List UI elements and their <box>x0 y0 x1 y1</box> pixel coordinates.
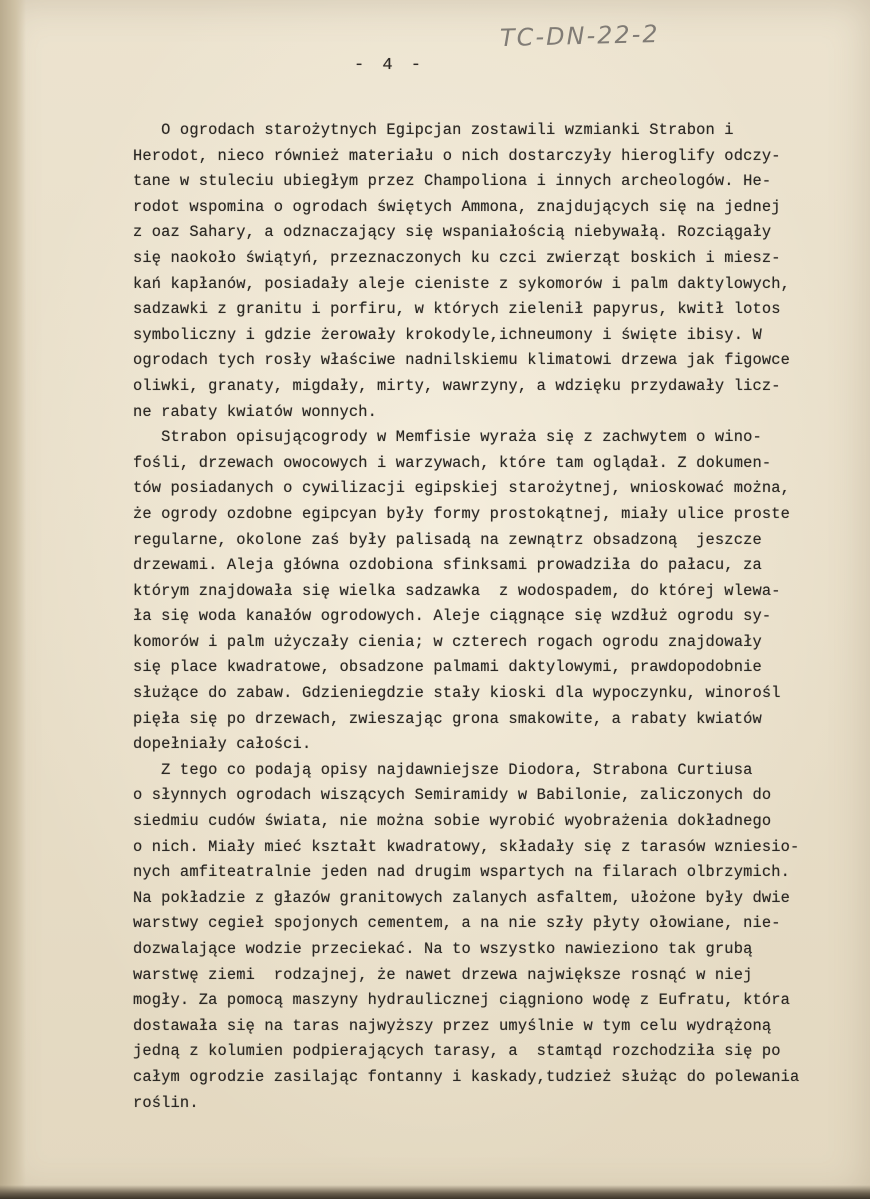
text-line: całym ogrodzie zasilając fontanny i kaskady,tudzież służąc do polewania <box>133 1067 800 1086</box>
text-line: się place kwadratowe, obsadzone palmami daktylowymi, prawdopodobnie <box>133 658 762 677</box>
handwritten-reference-mark: TC-DN-22-2 <box>499 19 660 53</box>
text-line: pięła się po drzewach, zwieszając grona smakowite, a rabaty kwiatów <box>133 709 762 728</box>
text-line: Strabon opisującogrody w Memfisie wyraża się z zachwytem o wino- <box>133 428 762 447</box>
text-line: służące do zabaw. Gdzieniegdzie stały kioski dla wypoczynku, winorośl <box>133 684 781 703</box>
text-line: ogrodach tych rosły właściwe nadnilskiemu klimatowi drzewa jak figowce <box>133 351 791 370</box>
text-line: o nich. Miały mieć kształt kwadratowy, składały się z tarasów wzniesio- <box>133 837 800 856</box>
text-line: tane w stuleciu ubiegłym przez Champoliona i innych archeologów. He- <box>133 172 772 191</box>
text-line: tów posiadanych o cywilizacji egipskiej starożytnej, wnioskować można, <box>133 479 791 498</box>
page-left-shadow <box>0 0 26 1199</box>
text-line: Herodot, nieco również materiału o nich dostarczyły hieroglify odczy- <box>133 146 781 165</box>
text-line: ne rabaty kwiatów wonnych. <box>133 402 378 421</box>
text-line: sadzawki z granitu i porfiru, w których zielenił papyrus, kwitł lotos <box>133 300 781 319</box>
text-line: rodot wspomina o ogrodach świętych Ammona, znajdujących się na jednej <box>133 197 781 216</box>
text-line: którym znajdowała się wielka sadzawka z wodospadem, do której wlewa- <box>133 581 781 600</box>
text-line: O ogrodach starożytnych Egipcjan zostawili wzmianki Strabon i <box>133 121 734 139</box>
text-line: Z tego co podają opisy najdawniejsze Diodora, Strabona Curtiusa <box>133 760 753 779</box>
text-line: z oaz Sahary, a odznaczający się wspaniałością niebywałą. Rozciągały <box>133 223 772 242</box>
text-line: dozwalające wodzie przeciekać. Na to wszystko nawieziono tak grubą <box>133 940 753 958</box>
text-line: kań kapłanów, posiadały aleje cieniste z sykomorów i palm daktylowych, <box>133 274 791 293</box>
text-line: regularne, okolone zaś były palisadą na zewnątrz obsadzoną jeszcze <box>133 530 762 549</box>
text-line: warstwy cegieł spojonych cementem, a na nie szły płyty ołowiane, nie- <box>133 914 781 933</box>
text-line: ła się woda kanałów ogrodowych. Aleje ciągnące się wzdłuż ogrodu sy- <box>133 607 772 626</box>
page-bottom-shadow <box>0 1185 870 1199</box>
text-line: roślin. <box>133 1093 199 1112</box>
page-number: - 4 - <box>354 56 426 75</box>
text-line: o słynnych ogrodach wiszących Semiramidy w Babilonie, zaliczonych do <box>133 786 772 805</box>
text-line: siedmiu cudów świata, nie można sobie wyrobić wyobrażenia dokładnego <box>133 812 772 831</box>
text-line: że ogrody ozdobne egipcyan były formy prostokątnej, miały ulice proste <box>133 504 791 523</box>
text-line: się naokoło świątyń, przeznaczonych ku czci zwierząt boskich i miesz- <box>133 248 781 267</box>
text-line: symboliczny i gdzie żerowały krokodyle,ichneumony i święte ibisy. W <box>133 325 762 344</box>
text-line: oliwki, granaty, migdały, mirty, wawrzyny, a wdzięku przydawały licz- <box>133 376 781 395</box>
text-line: dostawała się na taras najwyższy przez umyślnie w tym celu wydrążoną <box>133 1016 772 1035</box>
text-line: mogły. Za pomocą maszyny hydraulicznej ciągniono wodę z Eufratu, która <box>133 991 791 1010</box>
text-line: komorów i palm użyczały cienia; w czterech rogach ogrodu znajdowały <box>133 632 762 651</box>
typewritten-body <box>133 118 870 1116</box>
text-line: dopełniały całości. <box>133 735 312 754</box>
text-line: drzewami. Aleja główna ozdobiona sfinksami prowadziła do pałacu, za <box>133 556 762 575</box>
text-line: jedną z kolumien podpierających tarasy, a stamtąd rozchodziła się po <box>133 1042 781 1061</box>
text-line: warstwę ziemi rodzajnej, że nawet drzewa największe rosnąć w niej <box>133 965 753 984</box>
text-line: fośli, drzewach owocowych i warzywach, które tam oglądał. Z dokumen- <box>133 453 772 472</box>
text-line: Na pokładzie z głazów granitowych zalanych asfaltem, ułożone były dwie <box>133 888 791 907</box>
text-line: nych amfiteatralnie jeden nad drugim wspartych na filarach olbrzymich. <box>133 863 791 882</box>
